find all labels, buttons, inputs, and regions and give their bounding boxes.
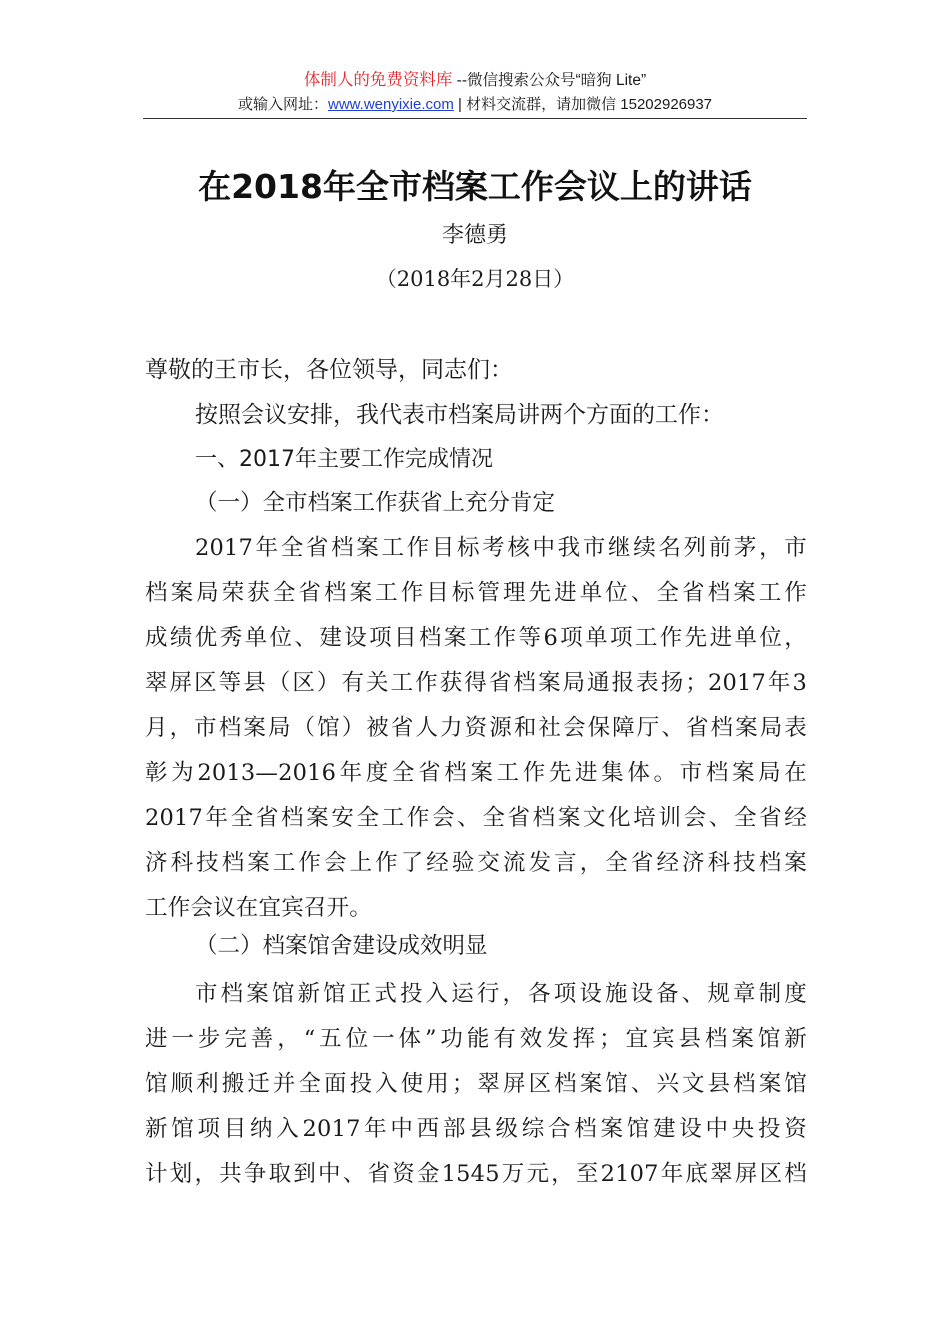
subsection-heading-1: （一）全市档案工作获省上充分肯定: [195, 490, 556, 516]
subsection-1-paragraph: [145, 526, 807, 931]
paragraph-line: 彰为2013—2016年度全省档案工作先进集体。市档案局在: [145, 760, 807, 786]
section-heading-1: 一、2017年主要工作完成情况: [195, 447, 493, 472]
paragraph-line: 市档案馆新馆正式投入运行，各项设施设备、规章制度: [195, 981, 807, 1007]
paragraph-line: 馆顺利搬迁并全面投入使用；翠屏区档案馆、兴文县档案馆: [145, 1071, 807, 1097]
document-title: 在2018年全市档案工作会议上的讲话: [198, 167, 752, 206]
subsection-heading-2: （二）档案馆舍建设成效明显: [195, 933, 488, 959]
paragraph-line: 进一步完善，“五位一体”功能有效发挥；宜宾县档案馆新: [145, 1026, 807, 1052]
paragraph-line: 2017年全省档案安全工作会、全省档案文化培训会、全省经: [145, 805, 807, 831]
header-line-2: [143, 93, 807, 117]
brand-name: 体制人的免费资料库: [303, 71, 453, 89]
header-divider: [143, 118, 807, 119]
paragraph-line: 工作会议在宜宾召开。: [145, 895, 373, 921]
website-link[interactable]: www.wenyixie.com: [327, 96, 454, 113]
page-header: [143, 68, 807, 117]
salutation: 尊敬的王市长，各位领导，同志们：: [145, 357, 513, 383]
paragraph-line: 2017年全省档案工作目标考核中我市继续名列前茅，市: [195, 535, 807, 561]
paragraph-line: 成绩优秀单位、建设项目档案工作等6项单项工作先进单位，: [145, 625, 807, 651]
document-date: （2018年2月28日）: [375, 267, 575, 291]
document-author: 李德勇: [441, 223, 508, 248]
contact-info: | 材料交流群，请加微信 15202926937: [453, 96, 713, 113]
paragraph-line: 月，市档案局（馆）被省人力资源和社会保障厅、省档案局表: [145, 715, 807, 741]
paragraph-line: 济科技档案工作会上作了经验交流发言，全省经济科技档案: [145, 850, 807, 876]
url-prefix: 或输入网址：: [237, 96, 328, 113]
wechat-hint: --微信搜索公众号“暗狗 Lite”: [452, 72, 647, 89]
paragraph-line: 翠屏区等县（区）有关工作获得省档案局通报表扬；2017年3: [145, 670, 807, 696]
paragraph-line: 新馆项目纳入2017年中西部县级综合档案馆建设中央投资: [145, 1116, 807, 1142]
paragraph-line: 计划，共争取到中、省资金1545万元，至2107年底翠屏区档: [145, 1161, 807, 1187]
subsection-2-paragraph: [145, 972, 807, 1197]
header-line-1: [143, 68, 807, 93]
paragraph-line: 档案局荣获全省档案工作目标管理先进单位、全省档案工作: [145, 580, 807, 606]
intro-paragraph: 按照会议安排，我代表市档案局讲两个方面的工作：: [195, 402, 724, 428]
